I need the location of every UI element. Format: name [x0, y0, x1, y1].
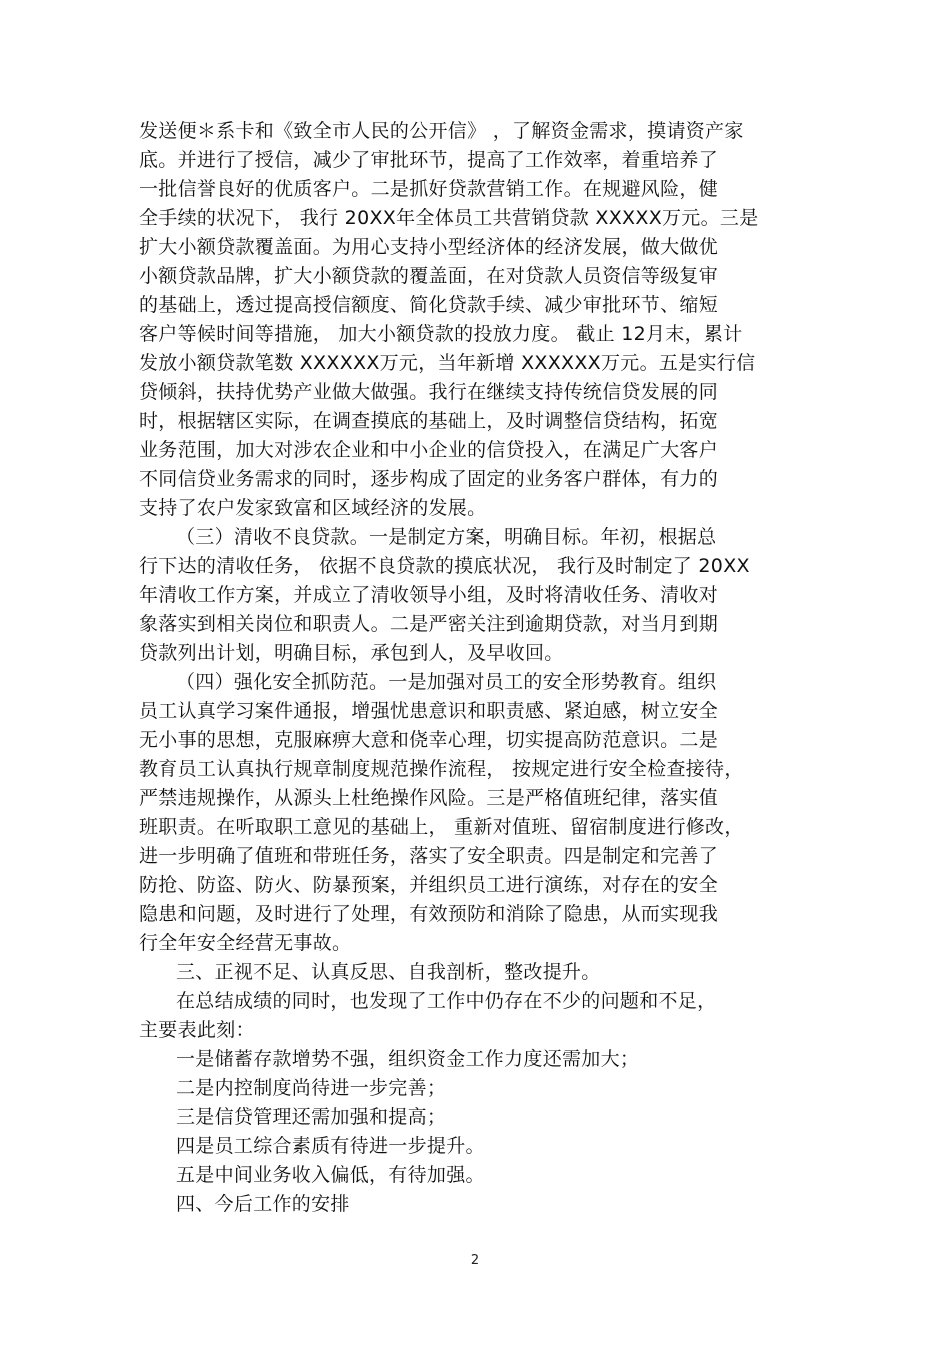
text-line: 不同信贷业务需求的同时，逐步构成了固定的业务客户群体，有力的	[139, 468, 719, 490]
text-line: 教育员工认真执行规章制度规范操作流程， 按规定进行安全检查接待，	[139, 758, 744, 780]
text-line: 防抢、防盗、防火、防暴预案，并组织员工进行演练，对存在的安全	[139, 874, 719, 896]
text-line: 象落实到相关岗位和职责人。二是严密关注到逾期贷款，对当月到期	[139, 613, 719, 635]
text-line: 无小事的思想，克服麻痹大意和侥幸心理，切实提高防范意识。二是	[139, 729, 719, 751]
list-item: 四是员工综合素质有待进一步提升。	[176, 1135, 485, 1157]
list-item: 五是中间业务收入偏低，有待加强。	[176, 1164, 485, 1186]
text-line: 进一步明确了值班和带班任务，落实了安全职责。四是制定和完善了	[139, 845, 719, 867]
text-line: 全手续的状况下， 我行 20XX年全体员工共营销贷款 XXXXX万元。三是	[139, 207, 759, 229]
section-heading: （三）清收不良贷款。一是制定方案，明确目标。年初，根据总	[176, 526, 717, 548]
text-line: 班职责。在听取职工意见的基础上， 重新对值班、留宿制度进行修改，	[139, 816, 744, 838]
text-line: 业务范围，加大对涉农企业和中小企业的信贷投入，在满足广大客户	[139, 439, 719, 461]
text-line: 贷款列出计划，明确目标，承包到人，及早收回。	[139, 642, 564, 664]
text-line: 一批信誉良好的优质客户。二是抓好贷款营销工作。在规避风险，健	[139, 178, 719, 200]
list-item: 三是信贷管理还需加强和提高；	[176, 1106, 447, 1128]
text-line: 在总结成绩的同时，也发现了工作中仍存在不少的问题和不足，	[176, 990, 717, 1012]
page-number: 2	[470, 1253, 480, 1268]
text-line: 客户等候时间等措施， 加大小额贷款的投放力度。 截止 12月末，累计	[139, 323, 743, 345]
text-line: 行下达的清收任务， 依据不良贷款的摸底状况， 我行及时制定了 20XX	[139, 555, 750, 577]
text-line: 贷倾斜，扶持优势产业做大做强。我行在继续支持传统信贷发展的同	[139, 381, 719, 403]
text-line: 主要表此刻：	[139, 1019, 255, 1041]
section-heading: 四、今后工作的安排	[176, 1193, 350, 1215]
text-line: 隐患和问题，及时进行了处理，有效预防和消除了隐患，从而实现我	[139, 903, 719, 925]
text-line: 员工认真学习案件通报，增强忧患意识和职责感、紧迫感，树立安全	[139, 700, 719, 722]
section-heading: 三、正视不足、认真反思、自我剖析，整改提升。	[176, 961, 601, 983]
text-line: 行全年安全经营无事故。	[139, 932, 352, 954]
text-line: 发送便＊系卡和《致全市人民的公开信》 ，了解资金需求，摸请资产家	[139, 120, 744, 142]
text-line: 的基础上，透过提高授信额度、简化贷款手续、减少审批环节、缩短	[139, 294, 719, 316]
text-line: 年清收工作方案，并成立了清收领导小组，及时将清收任务、清收对	[139, 584, 719, 606]
text-line: 严禁违规操作，从源头上杜绝操作风险。三是严格值班纪律，落实值	[139, 787, 719, 809]
text-line: 支持了农户发家致富和区域经济的发展。	[139, 497, 487, 519]
text-line: 底。并进行了授信，减少了审批环节，提高了工作效率，着重培养了	[139, 149, 719, 171]
text-line: 时，根据辖区实际，在调查摸底的基础上，及时调整信贷结构，拓宽	[139, 410, 719, 432]
text-line: 扩大小额贷款覆盖面。为用心支持小型经济体的经济发展，做大做优	[139, 236, 719, 258]
document-body	[139, 117, 829, 1219]
section-heading: （四）强化安全抓防范。一是加强对员工的安全形势教育。组织	[176, 671, 717, 693]
text-line: 小额贷款品牌，扩大小额贷款的覆盖面，在对贷款人员资信等级复审	[139, 265, 719, 287]
text-line: 发放小额贷款笔数 XXXXXX万元，当年新增 XXXXXX万元。五是实行信	[139, 352, 756, 374]
list-item: 一是储蓄存款增势不强，组织资金工作力度还需加大；	[176, 1048, 640, 1070]
list-item: 二是内控制度尚待进一步完善；	[176, 1077, 447, 1099]
